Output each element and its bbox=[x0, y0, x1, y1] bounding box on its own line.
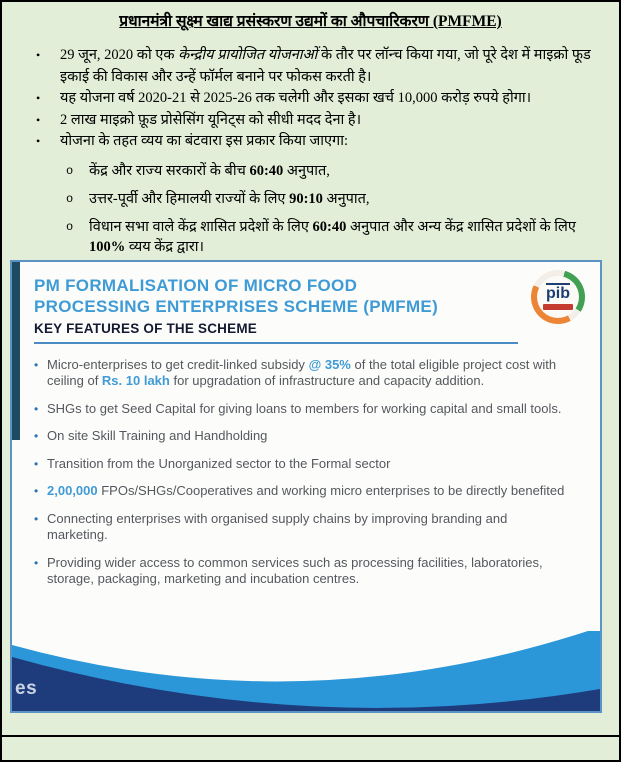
bullet-disc-icon: • bbox=[34, 511, 39, 526]
key-features-heading: KEY FEATURES OF THE SCHEME bbox=[34, 320, 257, 336]
feature-item bbox=[34, 428, 568, 445]
watermark-text: es bbox=[15, 677, 38, 699]
page-title: प्रधानमंत्री सूक्ष्म खाद्य प्रसंस्करण उद्यमों का औपचारिकरण (PMFME) bbox=[119, 13, 502, 30]
hindi-bullet-list bbox=[2, 45, 619, 257]
feature-item bbox=[34, 401, 568, 418]
list-item bbox=[36, 110, 619, 132]
wave-graphic bbox=[12, 631, 600, 711]
feature-text: Micro-enterprises to get credit-linked subsidy @ 35% of the total eligible project cost with ceiling of Rs. 10 lakh for upgradation of infrastructure and capacity addition. bbox=[47, 356, 557, 388]
feature-item bbox=[34, 483, 568, 500]
feature-item bbox=[34, 357, 568, 390]
feature-item bbox=[34, 555, 568, 588]
pib-logo-core bbox=[537, 276, 579, 318]
infographic-header bbox=[12, 262, 600, 344]
bullet-disc-icon: • bbox=[36, 48, 41, 62]
sub-list-item bbox=[66, 161, 619, 181]
footer-strip bbox=[2, 737, 619, 760]
feature-text: Providing wider access to common services such as processing facilities, laboratories, storage, packaging, marketing and incubation centres. bbox=[47, 554, 543, 586]
list-item-text: 2 लाख माइक्रो फ़ूड प्रोसेसिंग यूनिट्स को सीधी मदद देना है। bbox=[60, 111, 362, 128]
pib-logo-banner bbox=[543, 304, 573, 310]
sub-list-item bbox=[66, 189, 619, 209]
bullet-circle-icon: o bbox=[66, 163, 74, 178]
feature-item bbox=[34, 456, 568, 473]
bullet-disc-icon: • bbox=[34, 484, 39, 498]
feature-list bbox=[34, 357, 568, 588]
list-item bbox=[36, 45, 619, 88]
feature-text: SHGs to get Seed Capital for giving loans to members for working capital and small tools. bbox=[47, 400, 562, 416]
list-item bbox=[36, 88, 619, 110]
feature-item bbox=[34, 511, 568, 544]
pmfme-infographic-image bbox=[10, 260, 602, 713]
infographic-title-line2: PROCESSING ENTERPRISES SCHEME (PMFME) bbox=[34, 296, 439, 316]
bullet-disc-icon: • bbox=[34, 357, 39, 372]
bullet-disc-icon: • bbox=[34, 555, 39, 570]
pib-logo-text: pib bbox=[546, 285, 570, 302]
list-item-text: योजना के तहत व्यय का बंटवारा इस प्रकार किया जाएगा: bbox=[60, 133, 349, 149]
bullet-disc-icon: • bbox=[34, 429, 39, 443]
feature-text: Transition from the Unorganized sector to the Formal sector bbox=[47, 455, 391, 471]
heading-divider-rule bbox=[34, 342, 518, 344]
list-item-text: 29 जून, 2020 को एक केन्द्रीय प्रायोजित योजनाओं के तौर पर लॉन्च किया गया, जो पूरे देश में माइक्रो फूड इकाई की विकास और उन्हें फॉर्मल बनाने पर फोकस करती है। bbox=[60, 47, 591, 85]
bullet-disc-icon: • bbox=[36, 134, 41, 148]
pib-logo bbox=[531, 270, 585, 324]
bullet-disc-icon: • bbox=[34, 401, 39, 416]
sub-list-item-text: केंद्र और राज्य सरकारों के बीच 60:40 अनुपात, bbox=[89, 162, 330, 179]
left-accent-bar bbox=[12, 262, 20, 440]
sub-list-item-text: विधान सभा वाले केंद्र शासित प्रदेशों के लिए 60:40 अनुपात और अन्य केंद्र शासित प्रदेशों के लिए 100% व्यय केंद्र द्वारा। bbox=[89, 218, 576, 255]
bullet-disc-icon: • bbox=[36, 91, 41, 105]
document-body bbox=[2, 2, 619, 737]
bullet-circle-icon: o bbox=[66, 191, 74, 206]
feature-text: On site Skill Training and Handholding bbox=[47, 428, 268, 443]
list-item-text: यह योजना वर्ष 2020-21 से 2025-26 तक चलेगी और इसका खर्च 10,000 करोड़ रुपये होगा। bbox=[60, 90, 532, 106]
feature-text: 2,00,000 FPOs/SHGs/Cooperatives and working micro enterprises to be directly benefited bbox=[47, 483, 565, 498]
bullet-disc-icon: • bbox=[36, 112, 41, 127]
sub-list-item bbox=[66, 217, 619, 257]
bullet-disc-icon: • bbox=[34, 456, 39, 471]
bullet-circle-icon: o bbox=[66, 219, 74, 234]
infographic-title-line1: PM FORMALISATION OF MICRO FOOD bbox=[34, 275, 358, 295]
sub-list-item-text: उत्तर-पूर्वी और हिमालयी राज्यों के लिए 90:10 अनुपात, bbox=[89, 190, 370, 207]
list-item bbox=[36, 131, 619, 153]
feature-text: Connecting enterprises with organised supply chains by improving branding and marketing. bbox=[47, 510, 508, 542]
